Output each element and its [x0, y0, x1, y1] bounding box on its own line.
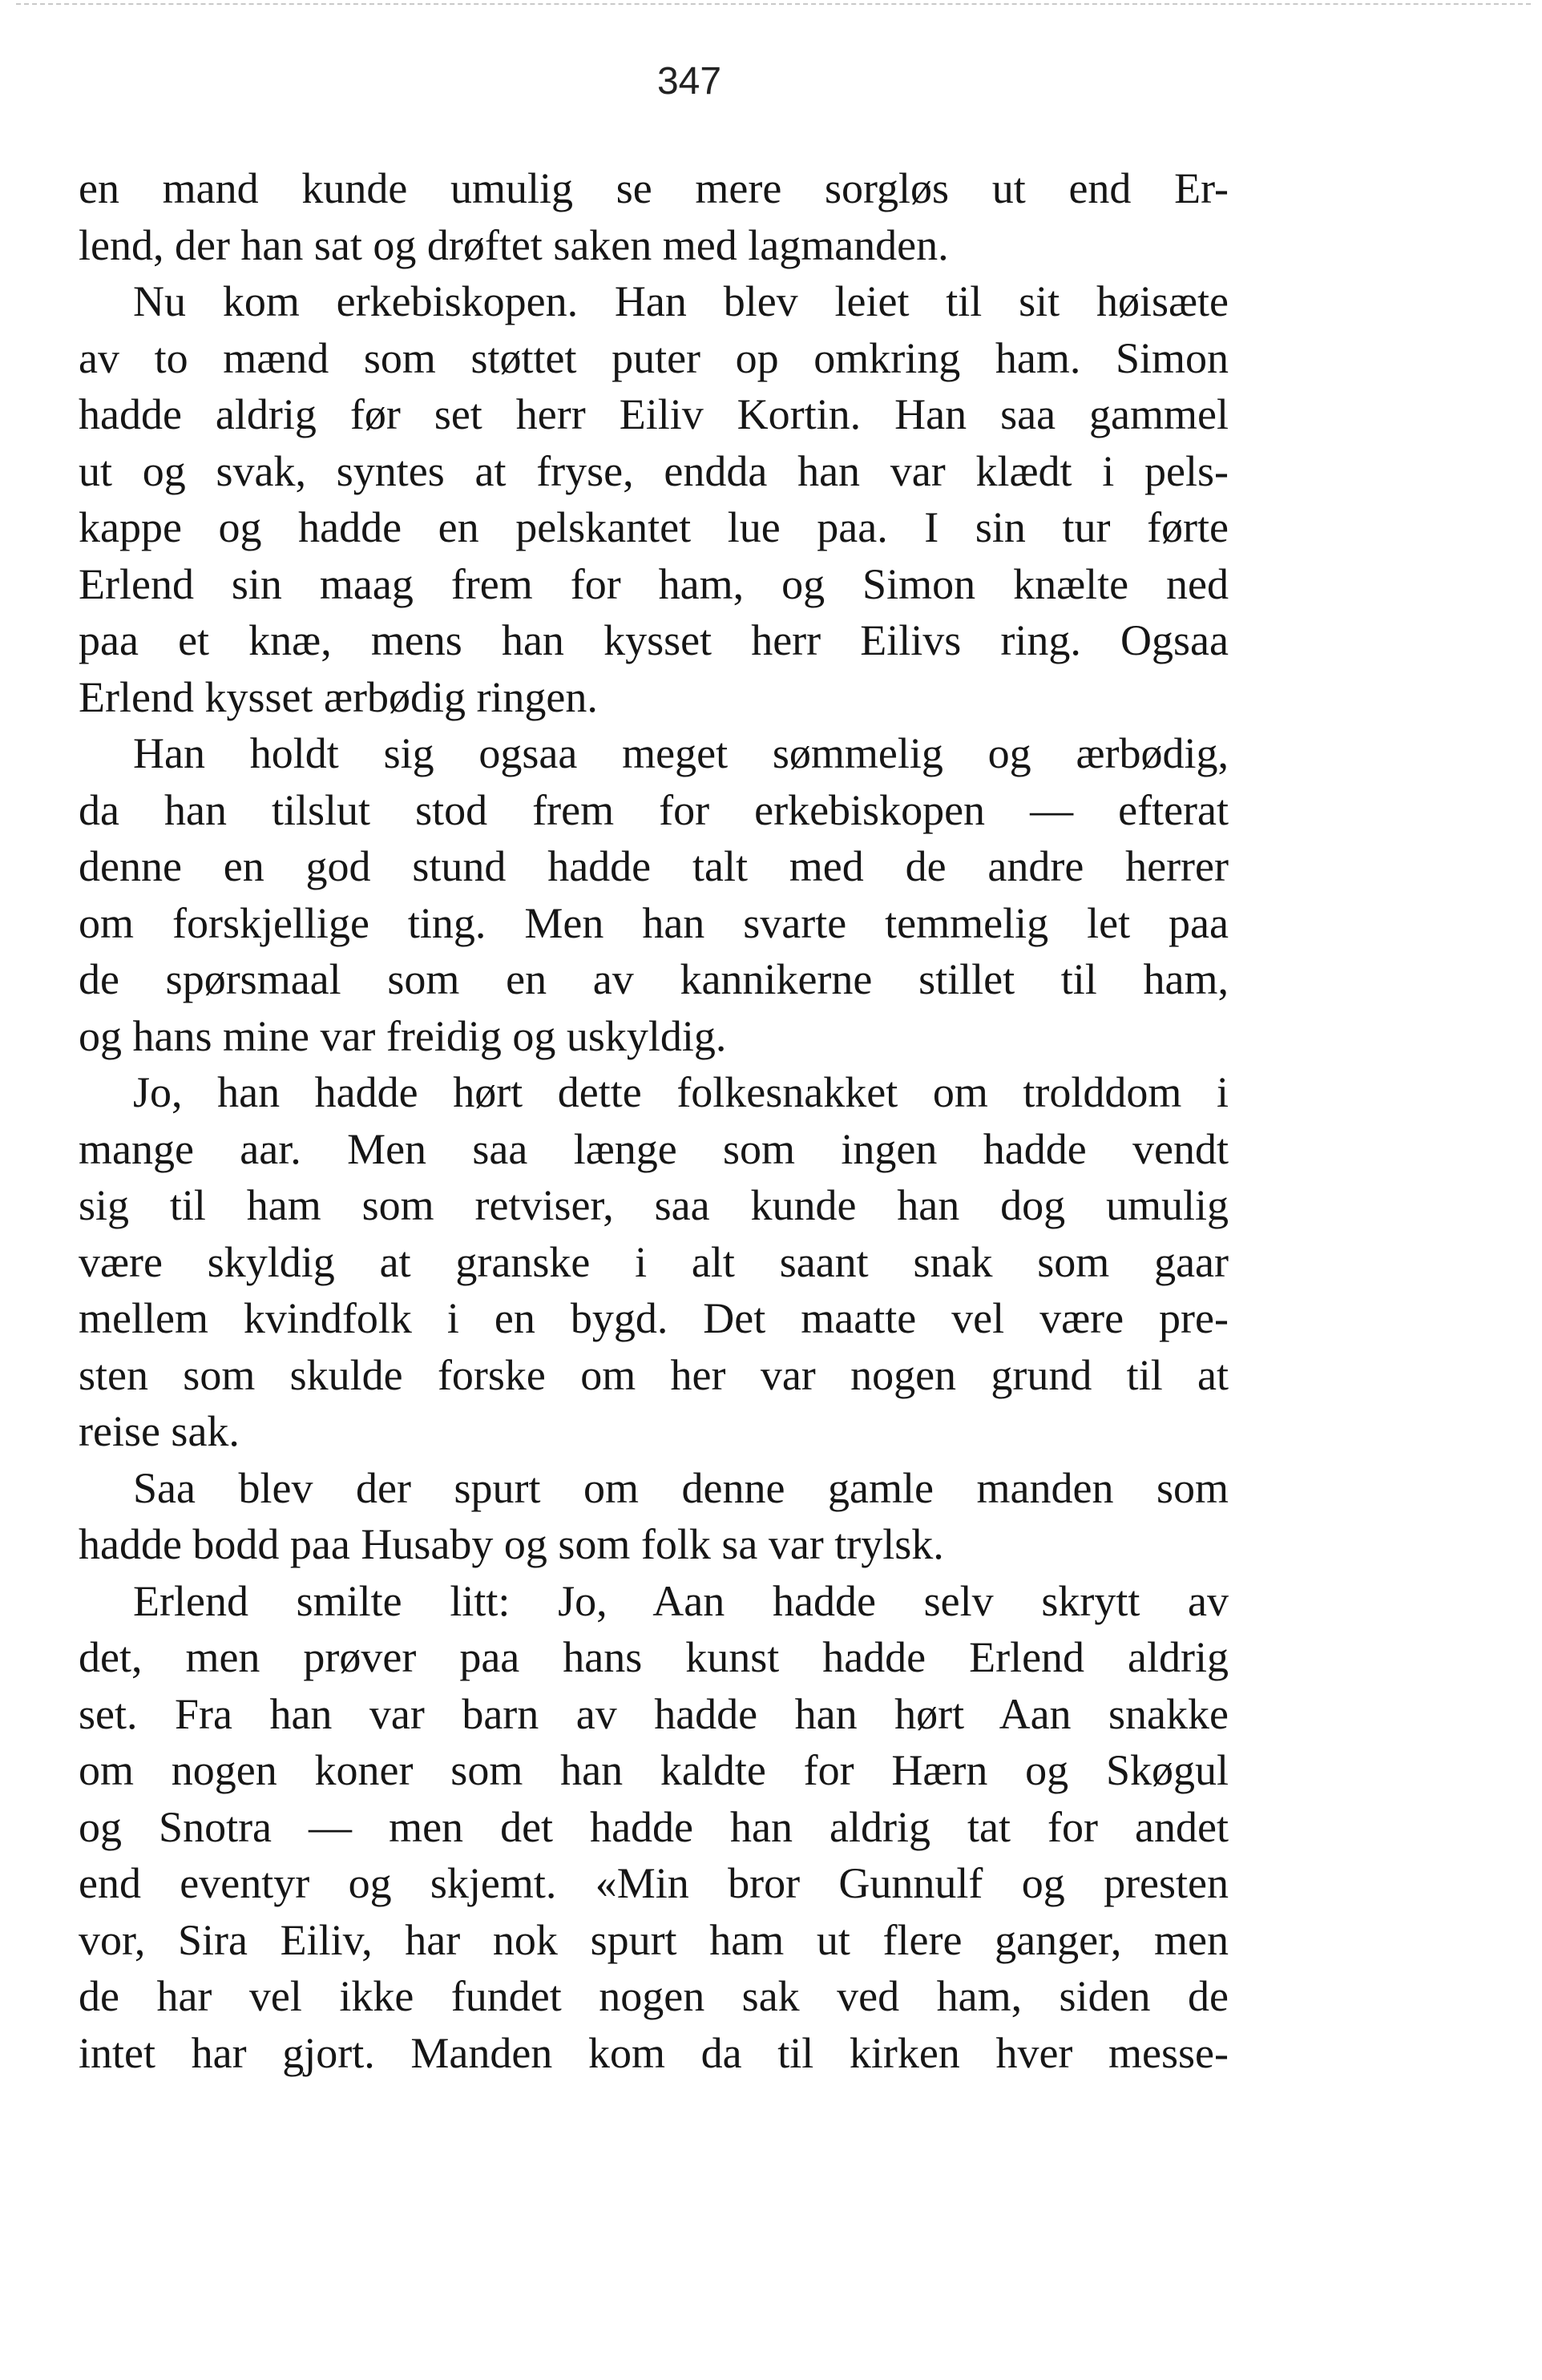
text-line: og hans mine var freidig og uskyldig.: [79, 1011, 727, 1060]
text-line: Jo, han hadde hørt dette folkesnakket om trolddom i: [133, 1068, 1229, 1116]
text-line: vor, Sira Eiliv, har nok spurt ham ut flere ganger, men: [79, 1915, 1229, 1964]
text-line: og Snotra — men det hadde han aldrig tat for andet: [79, 1802, 1229, 1851]
text-line: mange aar. Men saa længe som ingen hadde vendt: [79, 1124, 1229, 1173]
text-line: det, men prøver paa hans kunst hadde Erlend aldrig: [79, 1633, 1229, 1681]
text-line: de har vel ikke fundet nogen sak ved ham, siden de: [79, 1972, 1229, 2020]
paragraph-3: [79, 725, 1229, 1064]
text-line: kappe og hadde en pelskantet lue paa. I sin tur førte: [79, 503, 1229, 551]
text-line: Saa blev der spurt om denne gamle manden som: [133, 1463, 1229, 1512]
text-line: denne en god stund hadde talt med de andre herrer: [79, 842, 1229, 890]
text-line: sig til ham som retviser, saa kunde han dog umulig: [79, 1181, 1229, 1229]
text-line: de spørsmaal som en av kannikerne stillet til ham,: [79, 955, 1229, 1003]
paragraph-2: [79, 273, 1229, 725]
paragraph-6: [79, 1573, 1229, 2082]
text-line: lend, der han sat og drøftet saken med lagmanden.: [79, 220, 949, 269]
text-line: paa et knæ, mens han kysset herr Eilivs ring. Ogsaa: [79, 616, 1229, 664]
text-line: om nogen koner som han kaldte for Hærn og Skøgul: [79, 1746, 1229, 1794]
text-line: intet har gjort. Manden kom da til kirken hver messe-: [79, 2028, 1229, 2077]
text-line: da han tilslut stod frem for erkebiskopen — efterat: [79, 785, 1229, 834]
text-line: en mand kunde umulig se mere sorgløs ut end Er-: [79, 164, 1229, 212]
text-line: Erlend sin maag frem for ham, og Simon knælte ned: [79, 559, 1229, 608]
text-line: mellem kvindfolk i en bygd. Det maatte vel være pre-: [79, 1294, 1229, 1342]
page-number: 347: [656, 60, 722, 103]
text-line: Han holdt sig ogsaa meget sømmelig og ærbødig,: [133, 729, 1229, 777]
paragraph-4: [79, 1064, 1229, 1460]
page-top-edge: [16, 3, 1531, 5]
text-line: være skyldig at granske i alt saant snak som gaar: [79, 1237, 1229, 1286]
text-line: set. Fra han var barn av hadde han hørt Aan snakke: [79, 1689, 1229, 1738]
text-line: ut og svak, syntes at fryse, endda han var klædt i pels-: [79, 446, 1229, 495]
body-text: [79, 160, 1229, 2081]
text-line: Nu kom erkebiskopen. Han blev leiet til sit høisæte: [133, 277, 1229, 325]
text-line: Erlend kysset ærbødig ringen.: [79, 672, 598, 721]
paragraph-5: [79, 1460, 1229, 1573]
text-line: sten som skulde forske om her var nogen grund til at: [79, 1350, 1229, 1399]
text-line: Erlend smilte litt: Jo, Aan hadde selv skrytt av: [133, 1576, 1229, 1625]
text-line: om forskjellige ting. Men han svarte temmelig let paa: [79, 898, 1229, 947]
text-line: hadde aldrig før set herr Eiliv Kortin. Han saa gammel: [79, 390, 1229, 438]
text-line: hadde bodd paa Husaby og som folk sa var trylsk.: [79, 1520, 944, 1568]
paragraph-1: [79, 160, 1229, 273]
text-line: av to mænd som støttet puter op omkring ham. Simon: [79, 333, 1229, 382]
text-line: end eventyr og skjemt. «Min bror Gunnulf og presten: [79, 1859, 1229, 1907]
text-line: reise sak.: [79, 1407, 240, 1455]
